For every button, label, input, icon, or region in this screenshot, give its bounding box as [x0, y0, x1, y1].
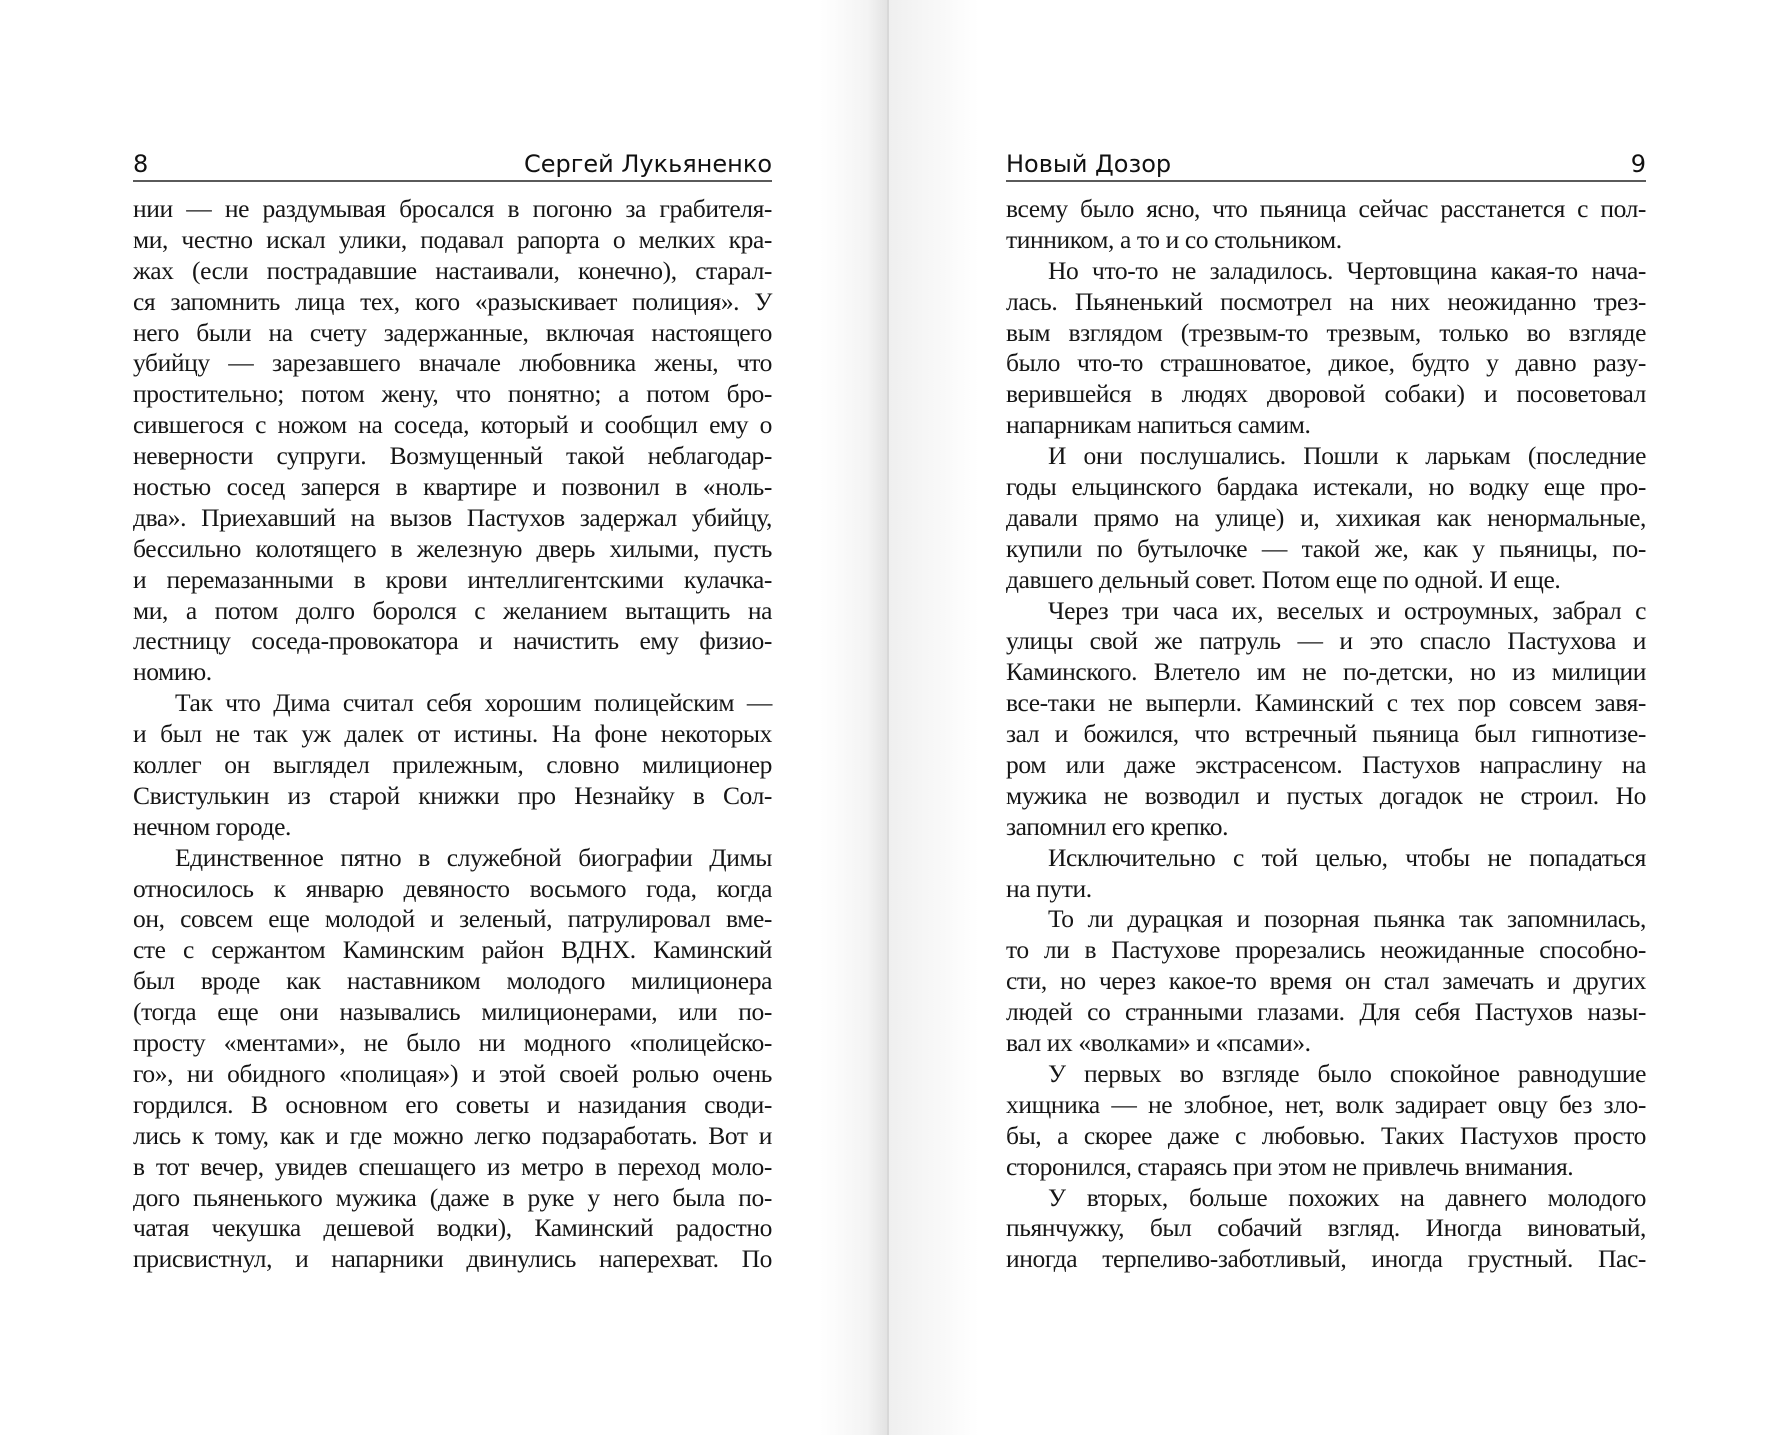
text-line: чатая чекушка дешевой водки), Каминский радостно: [133, 1213, 772, 1243]
text-line: У первых во взгляде было спокойное равнодушие: [1048, 1058, 1646, 1088]
gutter-shadow-right: [889, 0, 979, 1435]
text-line: коллег он выглядел прилежным, словно милиционер: [133, 750, 772, 780]
text-line: было что-то страшноватое, дикое, будто у давно разу-: [1006, 348, 1646, 378]
text-line: То ли дурацкая и позорная пьянка так запомнилась,: [1048, 904, 1646, 934]
right-page-text: [1006, 194, 1646, 1275]
text-line: он, совсем еще молодой и зеленый, патрулировал вме-: [133, 904, 772, 934]
text-line: простительно; потом жену, что понятно; а потом бро-: [133, 379, 772, 409]
text-line: ся запомнить лица тех, кого «разыскивает полиция». У: [133, 286, 772, 316]
text-line: годы ельцинского бардака истекали, но водку еще про-: [1006, 472, 1646, 502]
text-line: и перемазанными в крови интеллигентскими кулачка-: [133, 564, 772, 594]
text-line: сившегося с ножом на соседа, который и сообщил ему о: [133, 410, 772, 440]
page-number-left: 8: [133, 150, 149, 178]
text-line: пьянчужку, был собачий взгляд. Иногда виноватый,: [1006, 1213, 1646, 1243]
text-line: Свистулькин из старой книжки про Незнайку в Сол-: [133, 780, 772, 810]
text-line: Через три часа их, веселых и остроумных, забрал с: [1048, 595, 1646, 625]
text-line: Исключительно с той целью, чтобы не попадаться: [1048, 842, 1646, 872]
text-line: тинником, а то и со стольником.: [1006, 224, 1342, 254]
text-line: лестницу соседа-провокатора и начистить ему физио-: [133, 626, 772, 656]
running-head-author: Сергей Лукьяненко: [523, 150, 772, 178]
text-line: бессильно колотящего в железную дверь хилыми, пусть: [133, 533, 772, 563]
running-header-left: [133, 142, 772, 182]
text-line: лась. Пьяненький посмотрел на них неожиданно трез-: [1006, 286, 1646, 316]
text-line: Единственное пятно в служебной биографии Димы: [175, 842, 772, 872]
text-line: верившейся в людях дворовой собаки) и посоветовал: [1006, 379, 1646, 409]
text-line: нечном городе.: [133, 811, 291, 841]
text-line: два». Приехавший на вызов Пастухов задержал убийцу,: [133, 502, 772, 532]
page-number-right: 9: [1630, 150, 1646, 178]
text-line: номию.: [133, 657, 212, 687]
text-line: давали прямо на улице) и, хихикая как ненормальные,: [1006, 502, 1646, 532]
text-line: ром или даже экстрасенсом. Пастухов напраслину на: [1006, 750, 1646, 780]
text-line: ми, честно искал улики, подавал рапорта о мелких кра-: [133, 224, 772, 254]
text-line: давшего дельный совет. Потом еще по одной. И еще.: [1006, 564, 1561, 594]
text-line: ми, а потом долго боролся с желанием вытащить на: [133, 595, 772, 625]
gutter-shadow-left: [820, 0, 888, 1435]
text-line: Каминского. Влетело им не по-детски, но из милиции: [1006, 657, 1646, 687]
text-line: гордился. В основном его советы и назидания своди-: [133, 1089, 772, 1119]
text-line: всему было ясно, что пьяница сейчас расстанется с пол-: [1006, 194, 1646, 223]
text-line: него были на счету задержанные, включая настоящего: [133, 317, 772, 347]
text-line: (тогда еще они назывались милиционерами, или по-: [133, 997, 772, 1027]
text-line: присвистнул, и напарники двинулись наперехват. По: [133, 1244, 772, 1274]
text-line: го», ни обидного «полицая») и этой своей ролью очень: [133, 1058, 772, 1088]
text-line: дого пьяненького мужика (даже в руке у него была по-: [133, 1182, 772, 1212]
text-line: улицы свой же патруль — и это спасло Пастухова и: [1006, 626, 1646, 656]
text-line: убийцу — зарезавшего вначале любовника жены, что: [133, 348, 772, 378]
text-line: просту «ментами», не было ни модного «полицейско-: [133, 1028, 772, 1058]
text-line: иногда терпеливо-заботливый, иногда грустный. Пас-: [1006, 1244, 1646, 1274]
text-line: относилось к январю девяносто восьмого года, когда: [133, 873, 772, 903]
text-line: нии — не раздумывая бросался в погоню за грабителя-: [133, 194, 772, 223]
left-page: [0, 0, 888, 1435]
text-line: У вторых, больше похожих на давнего молодого: [1048, 1182, 1646, 1212]
text-line: жах (если пострадавшие настаивали, конечно), старал-: [133, 255, 772, 285]
text-line: на пути.: [1006, 873, 1092, 903]
left-page-text: [133, 194, 772, 1275]
running-header-right: [1006, 142, 1646, 182]
text-line: купили по бутылочке — такой же, как у пьяницы, по-: [1006, 533, 1646, 563]
text-line: был вроде как наставником молодого милиционера: [133, 966, 772, 996]
text-line: все-таки не выперли. Каминский с тех пор совсем завя-: [1006, 688, 1646, 718]
text-line: сте с сержантом Каминским район ВДНХ. Каминский: [133, 935, 772, 965]
text-line: мужика не возводил и пустых догадок не строил. Но: [1006, 780, 1646, 810]
text-line: лись к тому, как и где можно легко подзаработать. Вот и: [133, 1120, 772, 1150]
text-line: зал и божился, что встречный пьяница был гипнотизе-: [1006, 719, 1646, 749]
text-line: И они послушались. Пошли к ларькам (последние: [1048, 441, 1646, 471]
text-line: ностью сосед заперся в квартире и позвонил в «ноль-: [133, 472, 772, 502]
text-line: сти, но через какое-то время он стал замечать и других: [1006, 966, 1646, 996]
text-line: бы, а скорее даже с любовью. Таких Пастухов просто: [1006, 1120, 1646, 1150]
text-line: Так что Дима считал себя хорошим полицейским —: [175, 688, 772, 718]
text-line: сторонился, стараясь при этом не привлечь внимания.: [1006, 1151, 1574, 1181]
text-line: людей со странными глазами. Для себя Пастухов назы-: [1006, 997, 1646, 1027]
text-line: хищника — не злобное, нет, волк задирает овцу без зло-: [1006, 1089, 1646, 1119]
text-line: вым взглядом (трезвым-то трезвым, только во взгляде: [1006, 317, 1646, 347]
text-line: и был не так уж далек от истины. На фоне некоторых: [133, 719, 772, 749]
text-line: в тот вечер, увидев спешащего из метро в переход моло-: [133, 1151, 772, 1181]
running-head-title: Новый Дозор: [1006, 150, 1172, 178]
text-line: запомнил его крепко.: [1006, 811, 1229, 841]
text-line: Но что-то не заладилось. Чертовщина какая-то нача-: [1048, 255, 1646, 285]
text-line: вал их «волками» и «псами».: [1006, 1028, 1311, 1058]
text-line: напарникам напиться самим.: [1006, 410, 1311, 440]
text-line: то ли в Пастухове прорезались неожиданные способно-: [1006, 935, 1646, 965]
text-line: неверности супруги. Возмущенный такой неблагодар-: [133, 441, 772, 471]
